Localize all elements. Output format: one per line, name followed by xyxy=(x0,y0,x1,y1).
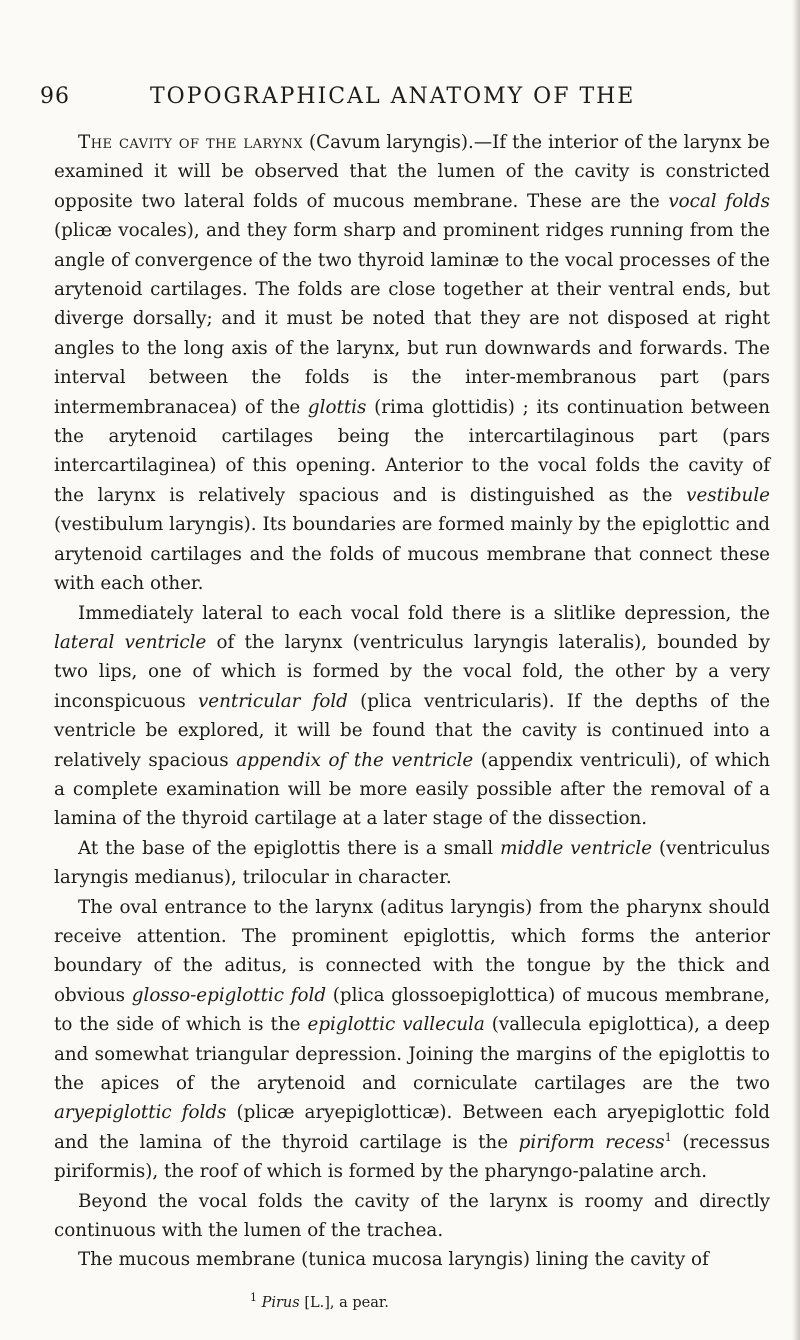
body-text xyxy=(54,128,770,1275)
footnote-number: 1 xyxy=(250,1291,257,1305)
text-run: Immediately lateral to each vocal fold there is a slitlike depression, the xyxy=(78,602,770,624)
page-number: 96 xyxy=(40,84,70,109)
term-ventricular-fold: ventricular fold xyxy=(197,690,348,712)
text-run: (rima glottidis) ; its continuation between the arytenoid cartilages being the intercartilaginous part (pars intercartilaginea) of this opening. Anterior to the vocal folds the cavity of the larynx is relatively spacious and is distinguished as the xyxy=(54,396,770,506)
paragraph-aditus xyxy=(54,893,770,1187)
footnote-text: [L.], a pear. xyxy=(299,1295,389,1311)
term-appendix-of-ventricle: appendix of the ventricle xyxy=(236,749,474,771)
text-run: (vallecula epiglottica), a deep and somewhat triangular depression. Joining the margins of the epiglottis to the apices of the arytenoid and corniculate cartilages are the two xyxy=(54,1014,770,1094)
page-edge-shadow xyxy=(792,0,800,1340)
text-run: (plicæ aryepiglotticæ). Between each aryepiglottic fold and the lamina of the thyroid cartilage is the xyxy=(54,1102,770,1153)
text-run: Beyond the vocal folds the cavity of the larynx is roomy and directly continuous with the lumen of the trachea. xyxy=(54,1190,770,1242)
footnote-term: Pirus xyxy=(261,1295,300,1311)
running-head xyxy=(0,84,800,124)
paragraph-cavity-of-larynx xyxy=(54,128,770,599)
paragraph-middle-ventricle xyxy=(54,834,770,893)
paragraph-beyond-vocal-folds xyxy=(54,1187,770,1246)
text-run: The mucous membrane (tunica mucosa laryngis) lining the cavity of xyxy=(78,1249,709,1271)
text-run: (ventriculus laryngis medianus), trilocular in character. xyxy=(54,837,770,889)
footnote xyxy=(250,1291,389,1311)
text-run: (plica ventricularis). If the depths of the ventricle be explored, it will be found that the cavity is continued into a relatively spacious xyxy=(54,690,771,771)
text-run: (plicæ vocales), and they form sharp and prominent ridges running from the angle of convergence of the two thyroid laminæ to the vocal processes of the arytenoid cartilages. The folds are close together at their ventral ends, but diverge dorsally; and it must be noted that they are not disposed at right angles to the long axis of the larynx, but run downwards and forwards. The interval between the folds is the inter-membranous part (pars intermembranacea) of the xyxy=(54,220,770,418)
term-glottis: glottis xyxy=(307,396,367,418)
section-heading: The cavity of the larynx xyxy=(78,132,304,153)
footnote-reference: 1 xyxy=(664,1130,672,1144)
term-lateral-ventricle: lateral ventricle xyxy=(54,631,207,653)
term-glosso-epiglottic-fold: glosso-epiglottic fold xyxy=(131,984,327,1006)
term-vocal-folds: vocal folds xyxy=(668,190,771,212)
text-run: (vestibulum laryngis). Its boundaries are formed mainly by the epiglottic and arytenoid cartilages and the folds of mucous membrane that connect these with each other. xyxy=(54,514,770,595)
text-run: At the base of the epiglottis there is a small xyxy=(78,837,501,859)
running-title: TOPOGRAPHICAL ANATOMY OF THE xyxy=(150,84,636,109)
text-run: of the larynx (ventriculus laryngis lateralis), bounded by two lips, one of which is formed by the vocal fold, the other by a very inconspicuous xyxy=(54,631,770,712)
text-run: The oval entrance to the larynx (aditus laryngis) from the pharynx should receive attention. The prominent epiglottis, which forms the anterior boundary of the aditus, is connected with the tongue by the thick and obvious xyxy=(54,896,770,1006)
term-vestibule: vestibule xyxy=(686,484,770,506)
term-middle-ventricle: middle ventricle xyxy=(500,837,653,859)
text-run: (appendix ventriculi), of which a complete examination will be more easily possible after the removal of a lamina of the thyroid cartilage at a later stage of the dissection. xyxy=(54,749,770,830)
paragraph-lateral-ventricle xyxy=(54,599,770,834)
term-aryepiglottic-folds: aryepiglottic folds xyxy=(54,1102,227,1124)
paragraph-mucous-membrane xyxy=(54,1245,770,1274)
text-run: (plica glossoepiglottica) of mucous membrane, to the side of which is the xyxy=(54,984,770,1036)
term-epiglottic-vallecula: epiglottic vallecula xyxy=(307,1014,485,1036)
text-run: (recessus piriformis), the roof of which is formed by the pharyngo-palatine arch. xyxy=(54,1131,770,1183)
term-piriform-recess: piriform recess xyxy=(518,1131,665,1153)
text-run: (Cavum laryngis).—If the interior of the larynx be examined it will be observed that the lumen of the cavity is constricted opposite two lateral folds of mucous membrane. These are the xyxy=(54,132,770,212)
